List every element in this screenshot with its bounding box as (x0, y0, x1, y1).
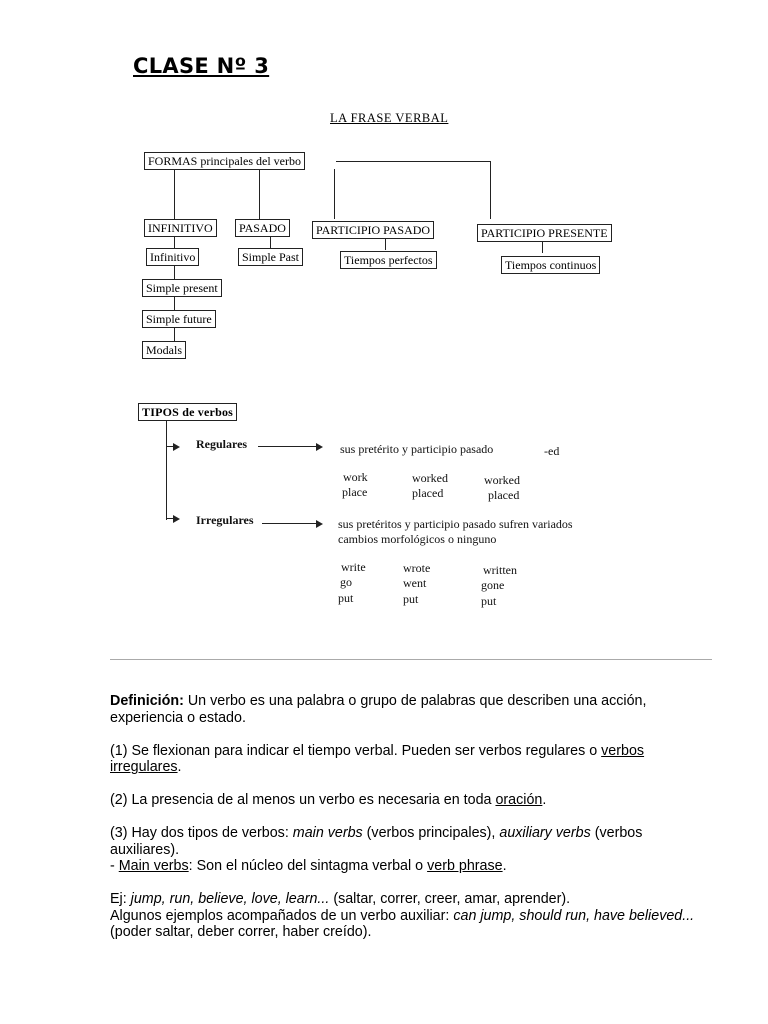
section-divider (110, 659, 712, 660)
irr-cell: put (481, 594, 497, 608)
tipos-trunk (166, 421, 167, 520)
branch-infinitivo: INFINITIVO (144, 219, 217, 237)
irr-cell: go (340, 575, 352, 589)
text-span: (poder saltar, deber correr, haber creído). (110, 924, 372, 940)
definition-body: Un verbo es una palabra o grupo de palabras que describen una acción, experiencia o estado. (110, 693, 647, 726)
regulares-desc: sus pretérito y participio pasado (340, 442, 494, 456)
irr-cell: wrote (403, 561, 431, 575)
link-main-verbs[interactable]: Main verbs (118, 858, 189, 874)
text-span: : Son el núcleo del sintagma verbal o (188, 858, 428, 874)
connector (385, 238, 386, 250)
reg-cell: worked (412, 471, 448, 485)
connector (174, 265, 175, 279)
connector (174, 236, 175, 248)
connector (542, 241, 543, 253)
diagram-heading: LA FRASE VERBAL (330, 111, 449, 125)
irr-cell: put (403, 592, 419, 606)
irregulares-label: Irregulares (196, 513, 254, 527)
child-tiempos-perfectos: Tiempos perfectos (340, 251, 437, 269)
text-span: . (502, 858, 507, 874)
text-span: main verbs (292, 825, 363, 841)
text-span: (verbos auxiliares). (110, 825, 643, 858)
branch-participio-pasado: PARTICIPIO PASADO (312, 221, 434, 239)
reg-cell: placed (412, 486, 444, 500)
text-span: (verbos principales), (362, 825, 500, 841)
child-simple-future: Simple future (142, 310, 216, 328)
irr-cell: gone (481, 578, 505, 592)
text-span: Ej: (110, 891, 131, 907)
text-span: . (542, 792, 547, 808)
connector (174, 169, 175, 219)
connector (262, 523, 316, 524)
irr-cell: write (341, 560, 366, 574)
text-span: (1) Se flexionan para indicar el tiempo verbal. Pueden ser verbos regulares o (110, 742, 602, 759)
reg-cell: worked (484, 473, 520, 487)
arrow-icon (316, 443, 323, 451)
text-span: (saltar, correr, creer, amar, aprender). (329, 891, 571, 907)
text-span: (3) Hay dos tipos de verbos: (110, 825, 293, 841)
connector (490, 161, 491, 219)
text-span: - (110, 858, 119, 874)
text-span: (2) La presencia de al menos un verbo es necesaria en toda (110, 792, 496, 808)
irr-cell: written (483, 563, 517, 577)
tipos-box: TIPOS de verbos (138, 403, 237, 421)
child-modals: Modals (142, 341, 186, 359)
arrow-icon (173, 515, 180, 523)
irregulares-desc: cambios morfológicos o ninguno (338, 532, 497, 546)
irr-cell: put (338, 591, 354, 605)
paragraph-1 (110, 743, 710, 776)
scanned-diagram (128, 95, 684, 615)
definition-label: Definición: (110, 693, 184, 709)
child-tiempos-continuos: Tiempos continuos (501, 256, 600, 274)
root-connector (336, 161, 490, 162)
child-simple-past: Simple Past (238, 248, 303, 266)
reg-cell: work (343, 470, 368, 484)
connector (259, 169, 260, 219)
branch-pasado: PASADO (235, 219, 290, 237)
paragraph-definition (110, 693, 710, 726)
connector (334, 169, 335, 219)
arrow-icon (173, 443, 180, 451)
paragraph-examples (110, 891, 710, 941)
reg-cell: placed (488, 488, 520, 502)
link-oracion[interactable]: oración (495, 792, 543, 808)
connector (174, 296, 175, 310)
root-box: FORMAS principales del verbo (144, 152, 305, 170)
regulares-label: Regulares (196, 437, 248, 451)
link-verbos-irregulares[interactable]: verbos irregulares (110, 742, 645, 775)
text-span: auxiliary verbs (499, 825, 591, 841)
text-span: Algunos ejemplos acompañados de un verbo auxiliar: (110, 907, 454, 924)
connector (258, 446, 316, 447)
text-span: . (177, 759, 182, 775)
reg-cell: place (342, 485, 368, 499)
text-span: can jump, should run, have believed... (453, 907, 695, 924)
connector (270, 236, 271, 248)
paragraph-3 (110, 825, 710, 875)
irregulares-desc: sus pretéritos y participio pasado sufren variados (338, 517, 573, 531)
link-verb-phrase[interactable]: verb phrase (427, 858, 503, 874)
page-title: CLASE Nº 3 (133, 54, 270, 78)
paragraph-2 (110, 792, 710, 809)
child-infinitivo: Infinitivo (146, 248, 199, 266)
arrow-icon (316, 520, 323, 528)
irr-cell: went (403, 576, 427, 590)
text-span: jump, run, believe, love, learn... (130, 891, 330, 907)
child-simple-present: Simple present (142, 279, 222, 297)
definition-text (110, 693, 710, 957)
regulares-suffix: -ed (544, 444, 560, 458)
branch-participio-presente: PARTICIPIO PRESENTE (477, 224, 612, 242)
connector (174, 327, 175, 341)
